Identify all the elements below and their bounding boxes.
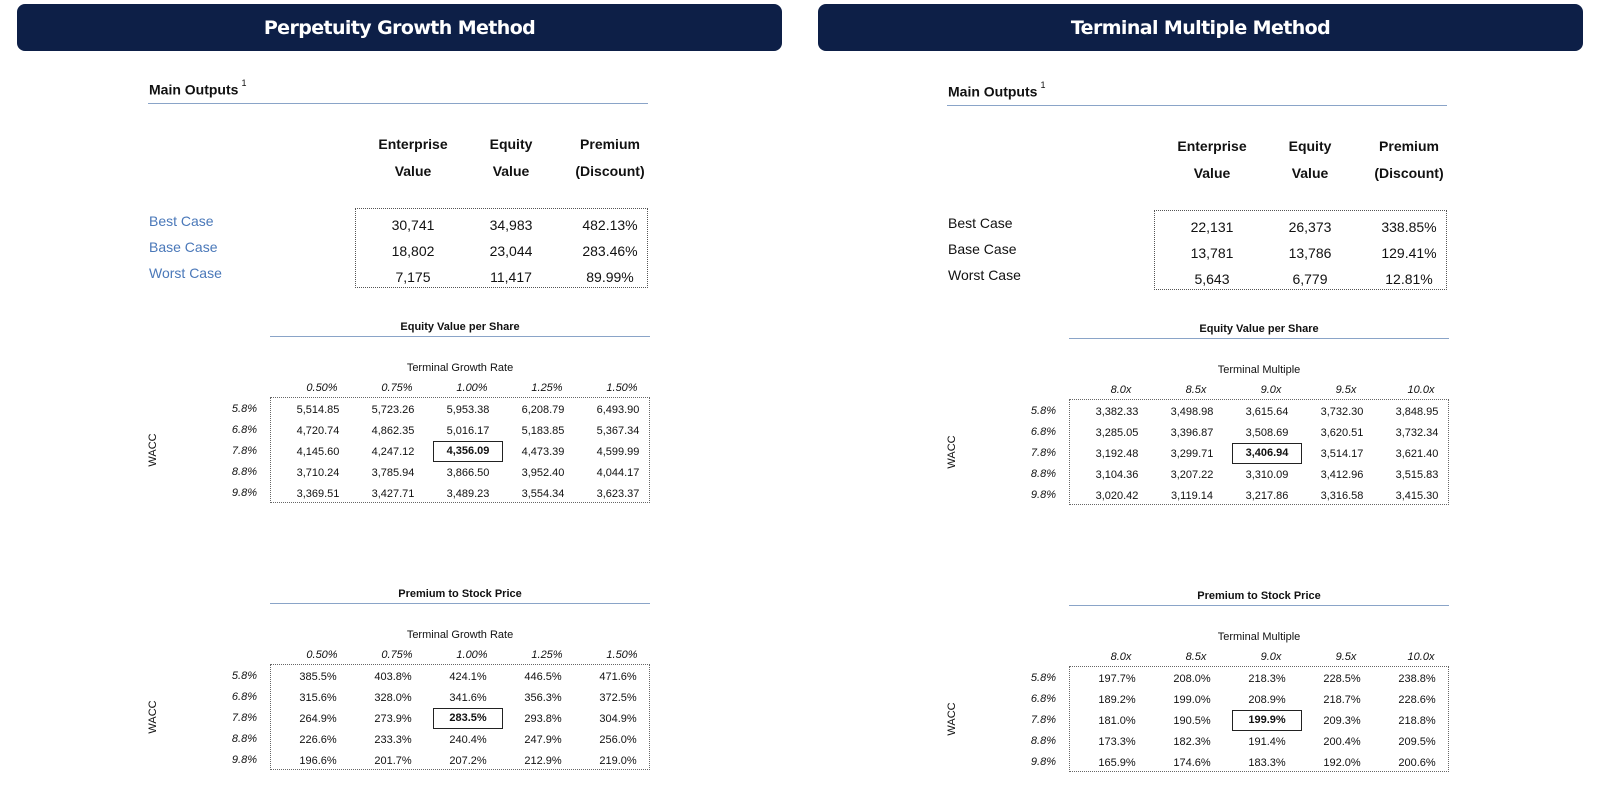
sensitivity-column-header: 8.0x bbox=[1110, 651, 1132, 663]
column-header: (Discount) bbox=[575, 163, 645, 179]
main-outputs-rule bbox=[148, 103, 648, 104]
sensitivity-row-header: 7.8% bbox=[1030, 447, 1056, 459]
sensitivity-table-rule bbox=[270, 336, 650, 337]
perpetuity-growth-panel bbox=[145, 0, 705, 789]
sensitivity-cell: 197.7% bbox=[1098, 673, 1136, 685]
sensitivity-row-header: 9.8% bbox=[231, 487, 257, 499]
sensitivity-cell: 256.0% bbox=[599, 734, 637, 746]
sensitivity-row-header: 7.8% bbox=[231, 712, 257, 724]
sensitivity-column-header: 8.0x bbox=[1110, 384, 1132, 396]
sensitivity-row-header: 9.8% bbox=[231, 754, 257, 766]
sensitivity-cell: 218.8% bbox=[1398, 715, 1436, 727]
main-outputs-title bbox=[149, 78, 649, 98]
sensitivity-cell: 247.9% bbox=[524, 734, 562, 746]
sensitivity-cell: 182.3% bbox=[1173, 736, 1211, 748]
sensitivity-cell: 372.5% bbox=[599, 692, 637, 704]
main-outputs-title-text: Main Outputs bbox=[948, 83, 1038, 100]
sensitivity-cell: 3,412.96 bbox=[1320, 469, 1364, 481]
column-header: Premium bbox=[580, 136, 640, 152]
sensitivity-cell: 3,785.94 bbox=[371, 467, 415, 479]
case-label: Worst Case bbox=[149, 265, 222, 281]
sensitivity-column-header: 8.5x bbox=[1185, 384, 1207, 396]
sensitivity-cell: 201.7% bbox=[374, 755, 412, 767]
case-value: 23,044 bbox=[489, 243, 533, 259]
main-outputs-title-text: Main Outputs bbox=[149, 81, 239, 98]
sensitivity-column-header: 1.00% bbox=[456, 382, 488, 394]
sensitivity-cell: 165.9% bbox=[1098, 757, 1136, 769]
sensitivity-cell: 199.0% bbox=[1173, 694, 1211, 706]
sensitivity-row-header: 9.8% bbox=[1030, 489, 1056, 501]
sensitivity-cell: 471.6% bbox=[599, 671, 637, 683]
sensitivity-cell: 200.6% bbox=[1398, 757, 1436, 769]
sensitivity-row-header: 6.8% bbox=[1030, 426, 1056, 438]
sensitivity-cell: 3,396.87 bbox=[1170, 427, 1214, 439]
sensitivity-cell: 5,514.85 bbox=[296, 404, 340, 416]
sensitivity-column-header: 1.00% bbox=[456, 649, 488, 661]
sensitivity-cell: 240.4% bbox=[449, 734, 487, 746]
sensitivity-row-header: 8.8% bbox=[1030, 735, 1056, 747]
sensitivity-cell: 3,732.30 bbox=[1320, 406, 1364, 418]
sensitivity-cell: 209.3% bbox=[1323, 715, 1361, 727]
case-value: 26,373 bbox=[1288, 219, 1332, 235]
sensitivity-row-header: 7.8% bbox=[1030, 714, 1056, 726]
sensitivity-cell: 3,514.17 bbox=[1320, 448, 1364, 460]
sensitivity-axis-title: Terminal Growth Rate bbox=[406, 629, 514, 641]
sensitivity-cell: 4,720.74 bbox=[296, 425, 340, 437]
sensitivity-row-header: 8.8% bbox=[231, 466, 257, 478]
sensitivity-row-header: 5.8% bbox=[1030, 672, 1056, 684]
sensitivity-cell: 3,621.40 bbox=[1395, 448, 1439, 460]
sensitivity-cell: 218.7% bbox=[1323, 694, 1361, 706]
sensitivity-cell: 183.3% bbox=[1248, 757, 1286, 769]
sensitivity-column-header: 0.75% bbox=[381, 649, 413, 661]
case-value: 30,741 bbox=[391, 217, 435, 233]
sensitivity-axis-title: Terminal Multiple bbox=[1217, 631, 1301, 643]
column-header: Equity bbox=[1288, 138, 1332, 154]
sensitivity-column-header: 9.5x bbox=[1335, 651, 1357, 663]
sensitivity-column-header: 8.5x bbox=[1185, 651, 1207, 663]
sensitivity-cell: 5,183.85 bbox=[521, 425, 565, 437]
sensitivity-column-header: 1.25% bbox=[531, 649, 563, 661]
column-header: Equity bbox=[489, 136, 533, 152]
sensitivity-axis-title: Terminal Growth Rate bbox=[406, 362, 514, 374]
sensitivity-cell: 3,866.50 bbox=[446, 467, 490, 479]
sensitivity-cell: 4,145.60 bbox=[296, 446, 340, 458]
case-value: 34,983 bbox=[489, 217, 533, 233]
sensitivity-row-header: 6.8% bbox=[231, 691, 257, 703]
sensitivity-cell: 181.0% bbox=[1098, 715, 1136, 727]
sensitivity-cell: 219.0% bbox=[599, 755, 637, 767]
sensitivity-row-header: 8.8% bbox=[1030, 468, 1056, 480]
column-header: Enterprise bbox=[1177, 138, 1247, 154]
sensitivity-row-header: 5.8% bbox=[231, 403, 257, 415]
sensitivity-cell: 264.9% bbox=[299, 713, 337, 725]
column-header: Value bbox=[394, 163, 432, 179]
sensitivity-cell: 3,615.64 bbox=[1245, 406, 1289, 418]
sensitivity-cell: 3,020.42 bbox=[1095, 490, 1139, 502]
case-label: Base Case bbox=[948, 241, 1017, 257]
sensitivity-column-header: 1.50% bbox=[606, 382, 638, 394]
sensitivity-cell: 238.8% bbox=[1398, 673, 1436, 685]
sensitivity-cell: 228.6% bbox=[1398, 694, 1436, 706]
sensitivity-table-rule bbox=[1069, 605, 1449, 606]
case-value: 13,781 bbox=[1190, 245, 1234, 261]
sensitivity-cell: 3,554.34 bbox=[521, 488, 565, 500]
column-header: Premium bbox=[1379, 138, 1439, 154]
column-header: Value bbox=[492, 163, 530, 179]
sensitivity-axis-title: Terminal Multiple bbox=[1217, 364, 1301, 376]
sensitivity-cell: 3,316.58 bbox=[1320, 490, 1364, 502]
sensitivity-row-header: 5.8% bbox=[1030, 405, 1056, 417]
sensitivity-row-header: 9.8% bbox=[1030, 756, 1056, 768]
sensitivity-cell: 3,285.05 bbox=[1095, 427, 1139, 439]
case-value: 12.81% bbox=[1385, 271, 1433, 287]
sensitivity-cell: 208.9% bbox=[1248, 694, 1286, 706]
sensitivity-cell: 3,623.37 bbox=[596, 488, 640, 500]
sensitivity-cell: 190.5% bbox=[1173, 715, 1211, 727]
sensitivity-column-header: 0.75% bbox=[381, 382, 413, 394]
sensitivity-cell: 200.4% bbox=[1323, 736, 1361, 748]
sensitivity-cell: 192.0% bbox=[1323, 757, 1361, 769]
sensitivity-column-header: 9.0x bbox=[1260, 384, 1282, 396]
sensitivity-cell: 174.6% bbox=[1173, 757, 1211, 769]
sensitivity-cell: 328.0% bbox=[374, 692, 412, 704]
case-value: 13,786 bbox=[1288, 245, 1332, 261]
sensitivity-cell: 3,369.51 bbox=[296, 488, 340, 500]
case-value: 283.46% bbox=[582, 243, 638, 259]
base-case-cell: 3,406.94 bbox=[1232, 443, 1302, 464]
case-label: Best Case bbox=[149, 213, 214, 229]
sensitivity-cell: 356.3% bbox=[524, 692, 562, 704]
sensitivity-table-title: Equity Value per Share bbox=[1199, 323, 1319, 335]
base-case-cell: 283.5% bbox=[433, 708, 503, 729]
wacc-axis-label: WACC bbox=[147, 700, 159, 734]
sensitivity-cell: 4,862.35 bbox=[371, 425, 415, 437]
sensitivity-cell: 3,310.09 bbox=[1245, 469, 1289, 481]
sensitivity-cell: 385.5% bbox=[299, 671, 337, 683]
wacc-axis-label: WACC bbox=[147, 433, 159, 467]
sensitivity-cell: 341.6% bbox=[449, 692, 487, 704]
sensitivity-cell: 173.3% bbox=[1098, 736, 1136, 748]
footnote-marker: 1 bbox=[241, 78, 247, 88]
sensitivity-table-title: Premium to Stock Price bbox=[398, 588, 522, 600]
sensitivity-table-rule bbox=[1069, 338, 1449, 339]
sensitivity-cell: 3,515.83 bbox=[1395, 469, 1439, 481]
perpetuity-growth-banner: Perpetuity Growth Method bbox=[17, 4, 782, 51]
sensitivity-column-header: 9.5x bbox=[1335, 384, 1357, 396]
base-case-cell: 4,356.09 bbox=[433, 441, 503, 462]
sensitivity-cell: 3,498.98 bbox=[1170, 406, 1214, 418]
sensitivity-cell: 196.6% bbox=[299, 755, 337, 767]
case-value: 11,417 bbox=[490, 269, 532, 285]
case-label: Base Case bbox=[149, 239, 218, 255]
sensitivity-cell: 3,299.71 bbox=[1170, 448, 1214, 460]
sensitivity-table-rule bbox=[270, 603, 650, 604]
sensitivity-cell: 4,247.12 bbox=[371, 446, 415, 458]
sensitivity-cell: 3,119.14 bbox=[1170, 490, 1213, 502]
sensitivity-cell: 3,620.51 bbox=[1320, 427, 1364, 439]
sensitivity-cell: 5,367.34 bbox=[596, 425, 640, 437]
sensitivity-cell: 293.8% bbox=[524, 713, 562, 725]
sensitivity-cell: 5,723.26 bbox=[371, 404, 415, 416]
sensitivity-cell: 6,493.90 bbox=[596, 404, 640, 416]
sensitivity-cell: 212.9% bbox=[524, 755, 562, 767]
sensitivity-cell: 3,732.34 bbox=[1395, 427, 1439, 439]
sensitivity-column-header: 0.50% bbox=[306, 382, 338, 394]
sensitivity-cell: 228.5% bbox=[1323, 673, 1361, 685]
case-value: 5,643 bbox=[1194, 271, 1230, 287]
sensitivity-cell: 3,104.36 bbox=[1095, 469, 1139, 481]
case-value: 7,175 bbox=[395, 269, 431, 285]
sensitivity-table-title: Premium to Stock Price bbox=[1197, 590, 1321, 602]
case-value: 18,802 bbox=[391, 243, 435, 259]
column-header: (Discount) bbox=[1374, 165, 1444, 181]
case-label: Best Case bbox=[948, 215, 1013, 231]
sensitivity-cell: 3,217.86 bbox=[1245, 490, 1289, 502]
base-case-cell: 199.9% bbox=[1232, 710, 1302, 731]
sensitivity-cell: 4,044.17 bbox=[596, 467, 640, 479]
column-header: Value bbox=[1193, 165, 1231, 181]
sensitivity-cell: 3,382.33 bbox=[1095, 406, 1139, 418]
sensitivity-cell: 218.3% bbox=[1248, 673, 1286, 685]
sensitivity-cell: 209.5% bbox=[1398, 736, 1436, 748]
main-outputs-rule bbox=[947, 105, 1447, 106]
sensitivity-row-header: 6.8% bbox=[231, 424, 257, 436]
sensitivity-cell: 5,016.17 bbox=[446, 425, 490, 437]
sensitivity-cell: 226.6% bbox=[299, 734, 337, 746]
sensitivity-cell: 3,192.48 bbox=[1095, 448, 1139, 460]
column-header: Value bbox=[1291, 165, 1329, 181]
sensitivity-cell: 3,427.71 bbox=[371, 488, 415, 500]
column-header: Enterprise bbox=[378, 136, 448, 152]
sensitivity-cell: 3,848.95 bbox=[1395, 406, 1439, 418]
sensitivity-column-header: 0.50% bbox=[306, 649, 338, 661]
sensitivity-cell: 3,508.69 bbox=[1245, 427, 1289, 439]
sensitivity-cell: 424.1% bbox=[449, 671, 487, 683]
sensitivity-cell: 4,473.39 bbox=[521, 446, 565, 458]
case-value: 338.85% bbox=[1381, 219, 1437, 235]
sensitivity-cell: 446.5% bbox=[524, 671, 562, 683]
case-value: 6,779 bbox=[1292, 271, 1328, 287]
sensitivity-cell: 3,207.22 bbox=[1170, 469, 1214, 481]
sensitivity-cell: 191.4% bbox=[1248, 736, 1286, 748]
sensitivity-cell: 208.0% bbox=[1173, 673, 1211, 685]
sensitivity-cell: 233.3% bbox=[374, 734, 412, 746]
case-value: 89.99% bbox=[586, 269, 634, 285]
sensitivity-cell: 3,710.24 bbox=[296, 467, 340, 479]
sensitivity-row-header: 8.8% bbox=[231, 733, 257, 745]
sensitivity-row-header: 7.8% bbox=[231, 445, 257, 457]
sensitivity-column-header: 10.0x bbox=[1407, 384, 1435, 396]
sensitivity-cell: 3,952.40 bbox=[521, 467, 565, 479]
footnote-marker: 1 bbox=[1040, 80, 1046, 90]
main-outputs-title bbox=[948, 80, 1448, 100]
sensitivity-row-header: 6.8% bbox=[1030, 693, 1056, 705]
sensitivity-row-header: 5.8% bbox=[231, 670, 257, 682]
terminal-multiple-banner: Terminal Multiple Method bbox=[818, 4, 1583, 51]
case-value: 22,131 bbox=[1190, 219, 1234, 235]
sensitivity-column-header: 9.0x bbox=[1260, 651, 1282, 663]
sensitivity-column-header: 1.50% bbox=[606, 649, 638, 661]
sensitivity-cell: 3,489.23 bbox=[446, 488, 490, 500]
case-value: 482.13% bbox=[582, 217, 638, 233]
wacc-axis-label: WACC bbox=[946, 702, 958, 736]
sensitivity-table-title: Equity Value per Share bbox=[400, 321, 520, 333]
case-label: Worst Case bbox=[948, 267, 1021, 283]
sensitivity-cell: 189.2% bbox=[1098, 694, 1136, 706]
sensitivity-column-header: 1.25% bbox=[531, 382, 563, 394]
sensitivity-cell: 403.8% bbox=[374, 671, 412, 683]
sensitivity-column-header: 10.0x bbox=[1407, 651, 1435, 663]
case-value: 129.41% bbox=[1381, 245, 1437, 261]
wacc-axis-label: WACC bbox=[946, 435, 958, 469]
sensitivity-cell: 315.6% bbox=[299, 692, 337, 704]
sensitivity-cell: 4,599.99 bbox=[596, 446, 640, 458]
sensitivity-cell: 304.9% bbox=[599, 713, 637, 725]
sensitivity-cell: 6,208.79 bbox=[521, 404, 565, 416]
terminal-multiple-panel bbox=[944, 0, 1504, 789]
sensitivity-cell: 3,415.30 bbox=[1395, 490, 1439, 502]
sensitivity-cell: 5,953.38 bbox=[446, 404, 490, 416]
sensitivity-cell: 207.2% bbox=[449, 755, 487, 767]
sensitivity-cell: 273.9% bbox=[374, 713, 412, 725]
